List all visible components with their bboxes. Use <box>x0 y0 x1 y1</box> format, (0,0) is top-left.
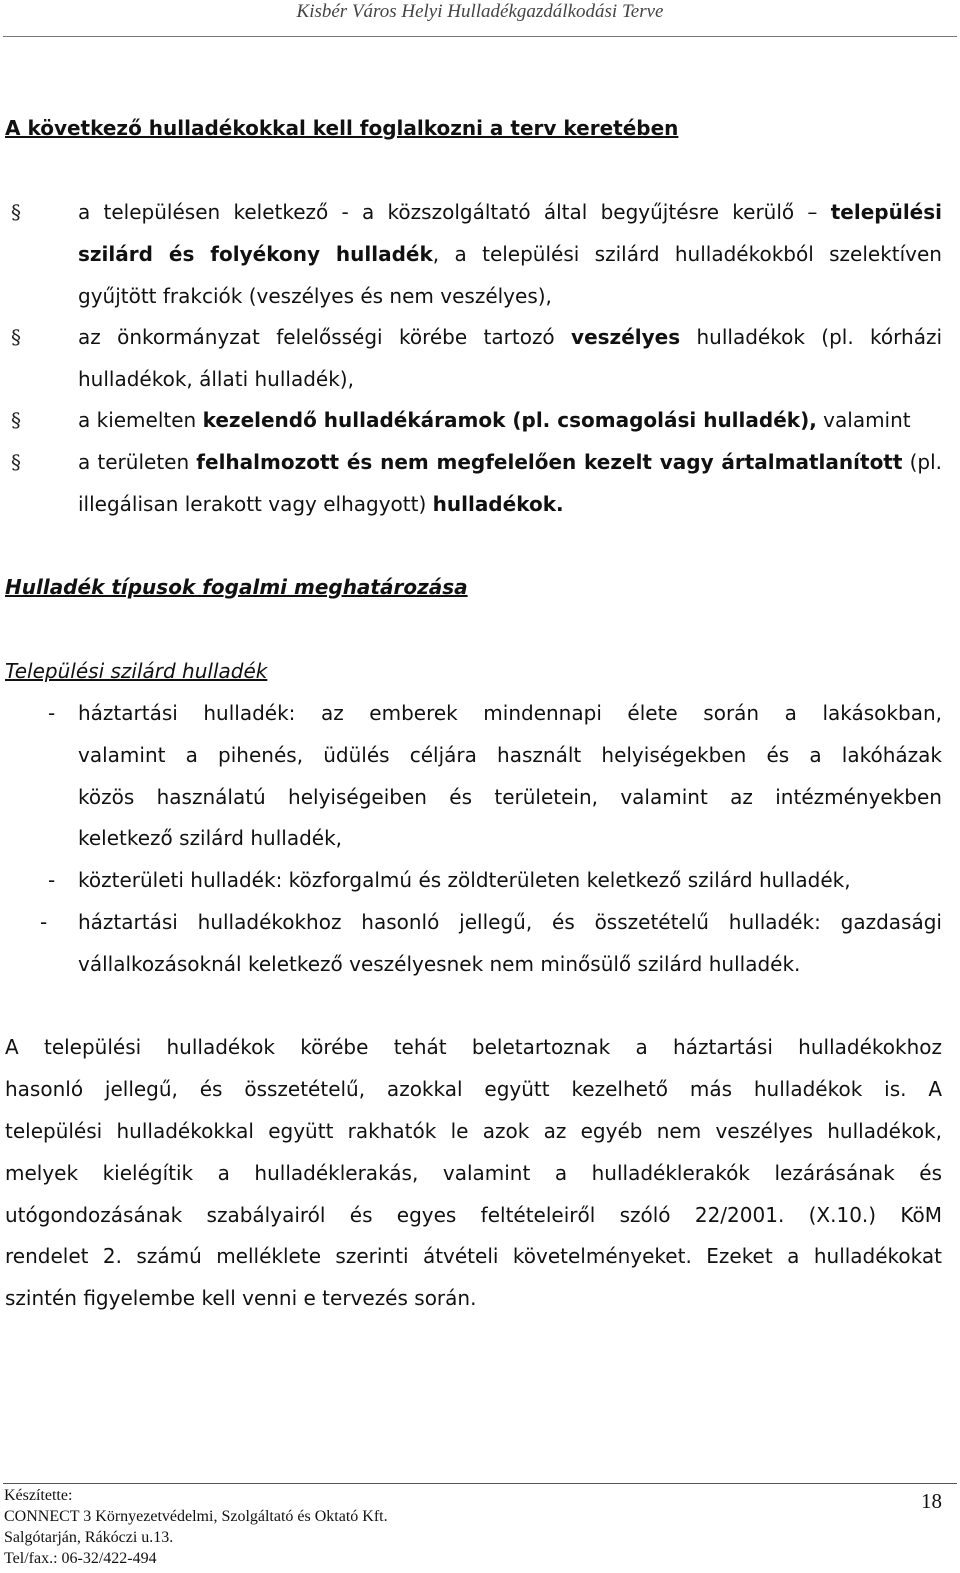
text-run: az önkormányzat felelősségi körébe tartozó <box>78 325 572 349</box>
text-run: a területen <box>78 450 197 474</box>
footer-divider <box>3 1483 957 1484</box>
dash-marker: - <box>48 701 56 725</box>
subsection-heading: Települési szilárd hulladék <box>5 659 268 683</box>
footer-address: Salgótarján, Rákóczi u.13. <box>4 1529 174 1546</box>
paragraph-line: utógondozásának szabályairól és egyes feltételeiről szóló 22/2001. (X.10.) KöM <box>5 1203 942 1227</box>
dash-marker: - <box>40 910 48 934</box>
bullet-line <box>78 198 942 226</box>
bullet-line <box>78 323 942 351</box>
header-divider <box>3 36 957 37</box>
text-run: illegálisan lerakott vagy elhagyott) <box>78 492 433 516</box>
text-run: a településen keletkező - a közszolgáltató által begyűjtésre kerülő – <box>78 200 831 224</box>
bullet-line <box>78 240 942 268</box>
text-run: , a települési szilárd hulladékokból szelektíven <box>432 242 942 266</box>
bold-run: felhalmozott és nem megfelelően kezelt vagy ártalmatlanított <box>196 450 903 474</box>
page-number: 18 <box>921 1489 942 1513</box>
text-run: (pl. <box>902 450 943 474</box>
text-run: valamint <box>816 408 911 432</box>
paragraph-line: melyek kielégítik a hulladéklerakás, valamint a hulladéklerakók lezárásának és <box>5 1161 942 1185</box>
definition-line: közterületi hulladék: közforgalmú és zöldterületen keletkező szilárd hulladék, <box>78 868 851 892</box>
bullet-marker-icon: § <box>11 200 21 224</box>
bold-run: kezelendő hulladékáramok (pl. csomagolási hulladék), <box>202 408 817 432</box>
definition-line: vállalkozásoknál keletkező veszélyesnek nem minősülő szilárd hulladék. <box>78 952 801 976</box>
bullet-line <box>78 448 942 476</box>
bold-run: szilárd és folyékony hulladék <box>78 242 433 266</box>
bullet-line <box>78 490 564 518</box>
paragraph-line: szintén figyelembe kell venni e tervezés során. <box>5 1286 477 1310</box>
dash-marker: - <box>48 868 56 892</box>
text-run: hulladékok (pl. kórházi <box>680 325 943 349</box>
section-heading: Hulladék típusok fogalmi meghatározása <box>5 575 468 599</box>
bullet-marker-icon: § <box>11 408 21 432</box>
bullet-line <box>78 406 911 434</box>
definition-line: háztartási hulladék: az emberek mindennapi élete során a lakásokban, <box>78 701 942 725</box>
paragraph-line: hasonló jellegű, és összetételű, azokkal együtt kezelhető más hulladékok is. A <box>5 1077 942 1101</box>
footer-prepared-by: Készítette: <box>4 1487 73 1504</box>
bullet-line: gyűjtött frakciók (veszélyes és nem veszélyes), <box>78 284 552 308</box>
bullet-line: hulladékok, állati hulladék), <box>78 367 354 391</box>
paragraph-line: A települési hulladékok körébe tehát beletartoznak a háztartási hulladékokhoz <box>5 1035 942 1059</box>
paragraph-line: települési hulladékokkal együtt rakhatók le azok az egyéb nem veszélyes hulladékok, <box>5 1119 942 1143</box>
bullet-marker-icon: § <box>11 450 21 474</box>
page-header-title: Kisbér Város Helyi Hulladékgazdálkodási Terve <box>296 1 664 22</box>
text-run: a kiemelten <box>78 408 203 432</box>
footer-phone: Tel/fax.: 06-32/422-494 <box>4 1550 157 1567</box>
definition-line: valamint a pihenés, üdülés céljára használt helyiségekben és a lakóházak <box>78 743 942 767</box>
bold-run: települési <box>830 200 942 224</box>
definition-line: keletkező szilárd hulladék, <box>78 826 343 850</box>
definition-line: háztartási hulladékokhoz hasonló jellegű, és összetételű hulladék: gazdasági <box>78 910 942 934</box>
section-heading: A következő hulladékokkal kell foglalkozni a terv keretében <box>5 116 679 140</box>
footer-company: CONNECT 3 Környezetvédelmi, Szolgáltató és Oktató Kft. <box>4 1508 388 1525</box>
bold-run: veszélyes <box>571 325 681 349</box>
bold-run: hulladékok. <box>432 492 564 516</box>
definition-line: közös használatú helyiségeiben és területein, valamint az intézményekben <box>78 785 942 809</box>
bullet-marker-icon: § <box>11 325 21 349</box>
paragraph-line: rendelet 2. számú melléklete szerinti átvételi követelményeket. Ezeket a hulladékokat <box>5 1244 942 1268</box>
